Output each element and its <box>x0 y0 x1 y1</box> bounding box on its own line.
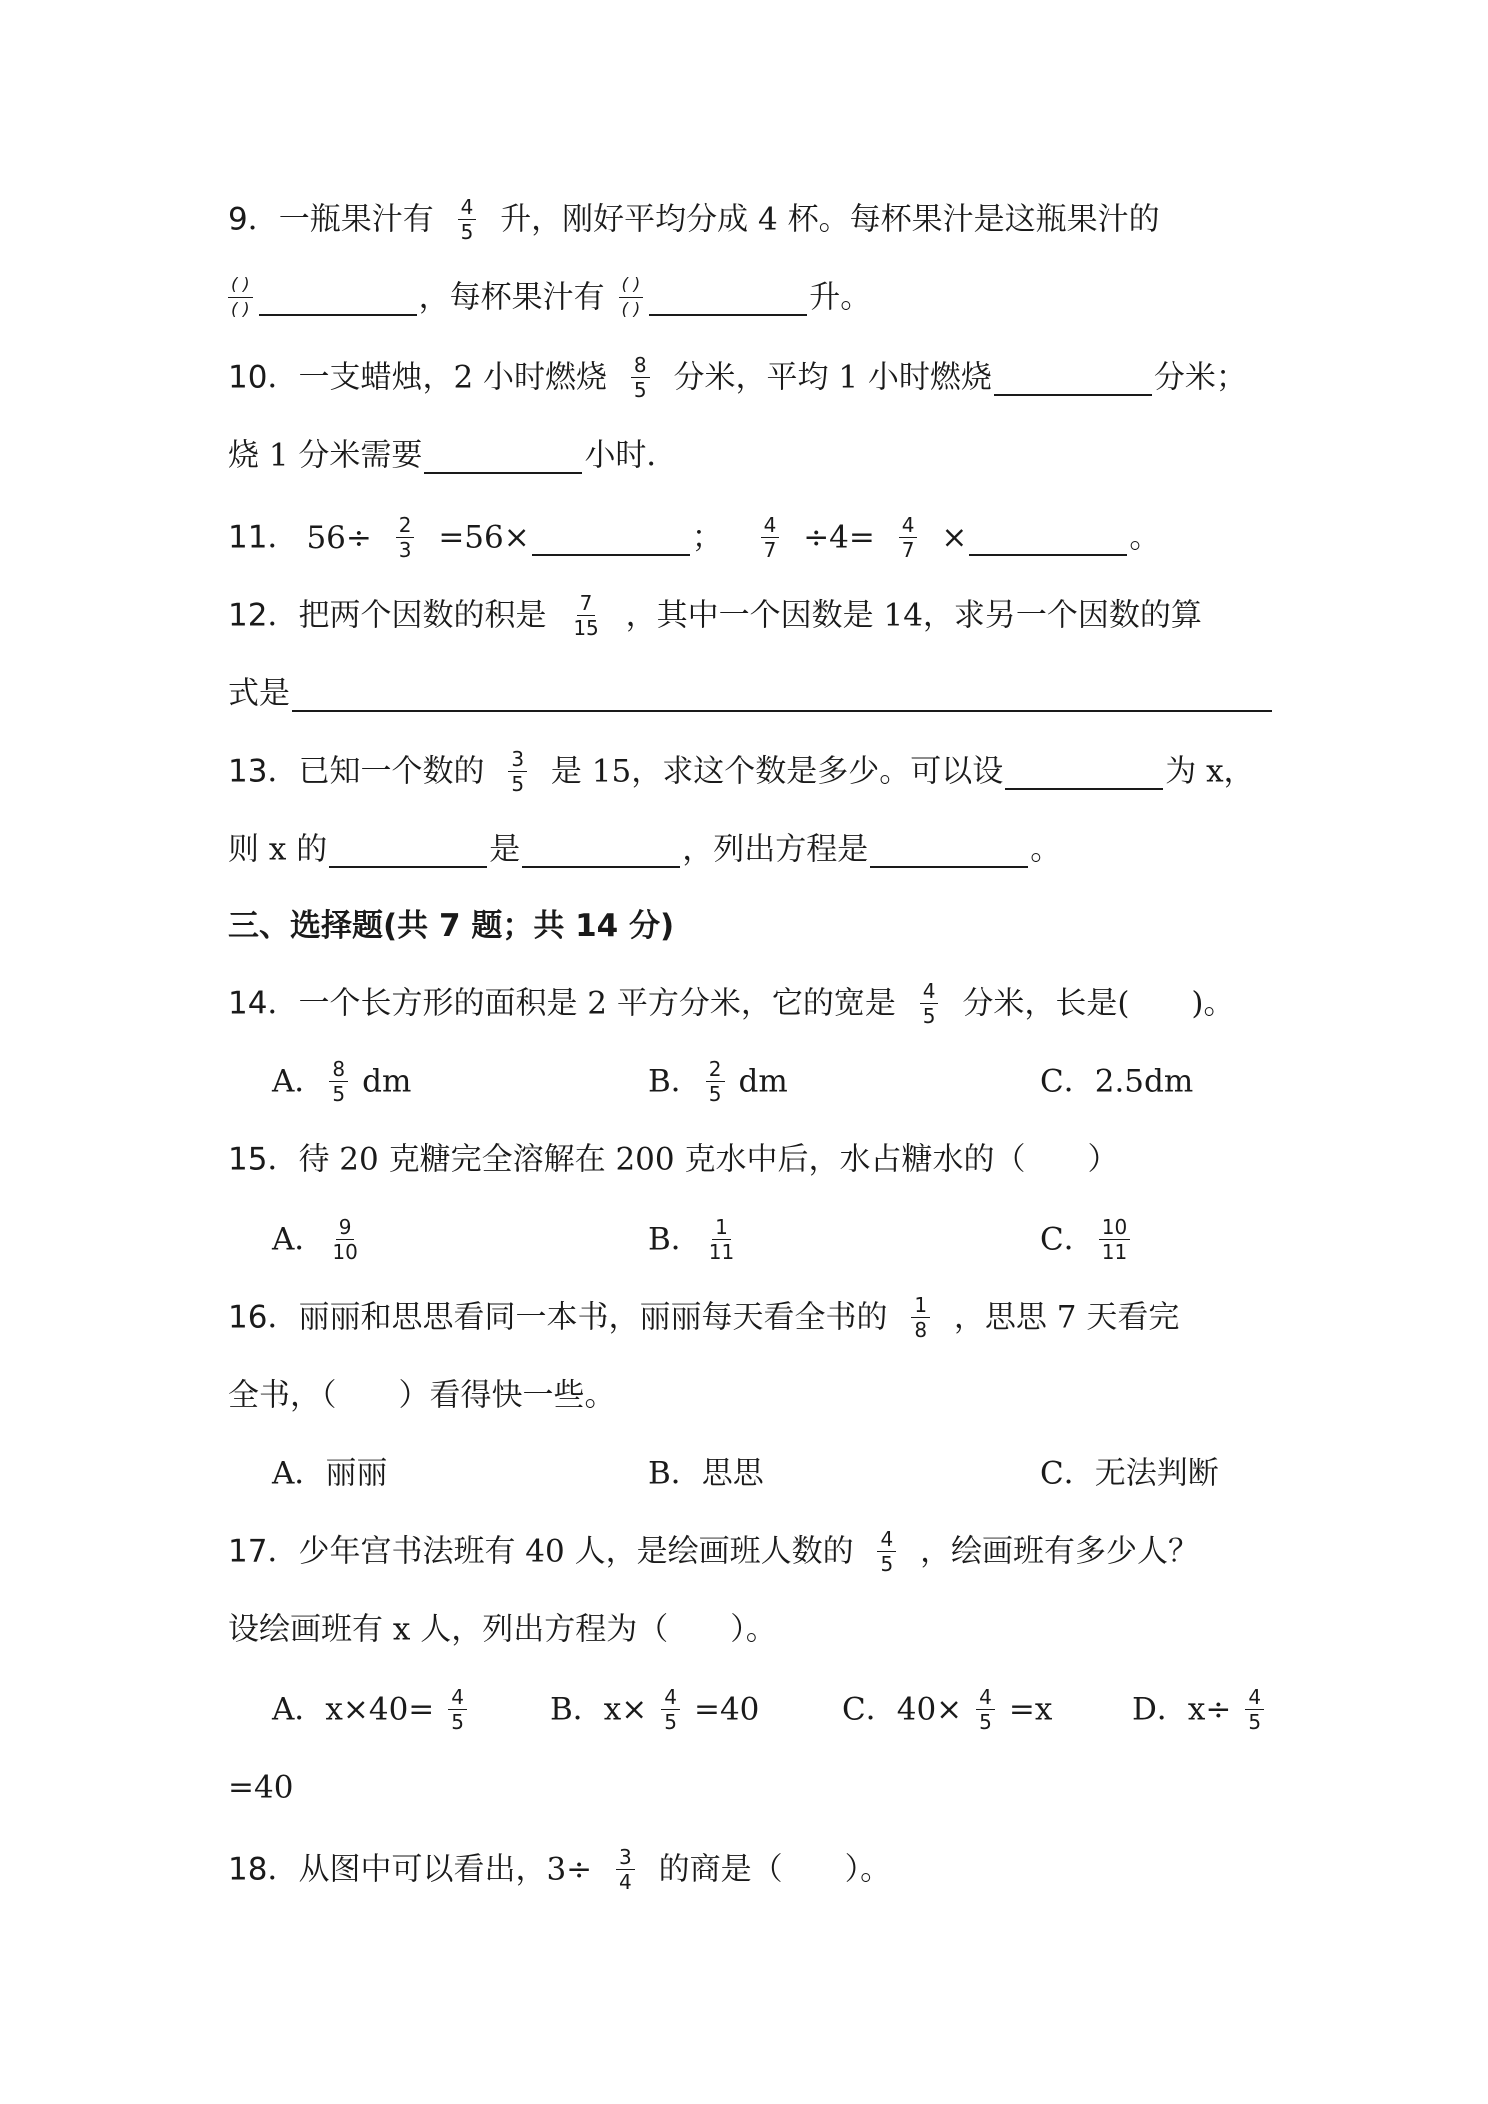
fraction: $\frac{2}{3}$ <box>396 513 415 562</box>
option-text: dm <box>738 1063 788 1100</box>
fraction: $\frac{4}{5}$ <box>661 1685 680 1734</box>
fraction: $\frac{7}{15}$ <box>573 591 599 640</box>
blank-fraction: $\frac{( )}{( )}$ <box>619 273 644 322</box>
option-text: 40× <box>896 1691 963 1728</box>
question-text: ，每杯果汁有 <box>418 279 605 316</box>
option-label: A． <box>272 1221 326 1258</box>
expression-text: × <box>941 519 968 556</box>
question-text: 把两个因数的积是 <box>298 597 547 634</box>
option-label: B． <box>550 1691 604 1728</box>
question-text: 待 20 克糖完全溶解在 200 克水中后，水占糖水的（ ） <box>298 1141 1119 1178</box>
question-text: ，列出方程是 <box>682 831 869 868</box>
option-b[interactable] <box>648 1208 751 1268</box>
expression-text: ； <box>691 519 723 556</box>
question-text: 全书，（ ）看得快一些。 <box>228 1377 616 1414</box>
option-text: x× <box>603 1691 648 1728</box>
option-d-wrap <box>228 1756 293 1816</box>
question-16-line-1 <box>228 1286 1179 1346</box>
question-text: 分米，长是( )。 <box>962 985 1235 1022</box>
answer-blank[interactable] <box>329 832 487 868</box>
option-label: B． <box>648 1455 702 1492</box>
option-label: B． <box>648 1063 702 1100</box>
question-text: 一瓶果汁有 <box>278 201 434 238</box>
option-c[interactable] <box>1040 1208 1144 1268</box>
fraction: $\frac{1}{11}$ <box>708 1215 735 1264</box>
fraction: $\frac{4}{5}$ <box>877 1527 896 1576</box>
section-heading: 三、选择题(共 7 题；共 14 分) <box>228 908 675 944</box>
fraction: $\frac{10}{11}$ <box>1099 1215 1130 1264</box>
fraction: $\frac{9}{10}$ <box>332 1215 358 1264</box>
question-number: 17． <box>228 1533 299 1570</box>
question-number: 16． <box>228 1299 299 1336</box>
option-b[interactable] <box>648 1050 788 1110</box>
question-number: 13． <box>228 753 299 790</box>
expression-text: 56÷ <box>306 519 372 556</box>
question-text: 已知一个数的 <box>298 753 485 790</box>
expression-text: =56× <box>438 519 530 556</box>
answer-blank[interactable] <box>994 360 1152 396</box>
question-number: 15． <box>228 1141 299 1178</box>
option-label: C． <box>1040 1455 1095 1492</box>
fraction: $\frac{4}{5}$ <box>920 979 939 1028</box>
question-9-line-1 <box>228 188 1160 248</box>
option-d[interactable] <box>1132 1678 1278 1738</box>
option-text: =40 <box>693 1691 760 1728</box>
question-number: 12． <box>228 597 299 634</box>
option-text: =40 <box>228 1769 294 1806</box>
question-text: 从图中可以看出，3÷ <box>298 1851 593 1888</box>
question-text: 分米； <box>1153 359 1247 396</box>
fraction: $\frac{4}{5}$ <box>448 1685 467 1734</box>
option-c[interactable] <box>1040 1442 1219 1502</box>
question-17-line-2 <box>228 1598 777 1658</box>
question-text: ，思思 7 天看完 <box>953 1299 1180 1336</box>
question-text: 分米，平均 1 小时燃烧 <box>673 359 992 396</box>
question-10-line-2 <box>228 424 677 484</box>
option-label: D． <box>1132 1691 1188 1728</box>
option-label: B． <box>648 1221 702 1258</box>
question-text: 一个长方形的面积是 2 平方分米，它的宽是 <box>298 985 896 1022</box>
question-text: 是 15，求这个数是多少。可以设 <box>550 753 1004 790</box>
answer-blank[interactable] <box>649 280 807 316</box>
option-text: x÷ <box>1187 1691 1232 1728</box>
fraction: $\frac{2}{5}$ <box>706 1057 725 1106</box>
question-10-line-1 <box>228 346 1247 406</box>
fraction: $\frac{8}{5}$ <box>631 353 650 402</box>
question-text: 一支蜡烛，2 小时燃烧 <box>298 359 608 396</box>
question-text: 小时． <box>584 437 678 474</box>
option-label: C． <box>1040 1063 1095 1100</box>
fraction: $\frac{4}{7}$ <box>899 513 918 562</box>
question-13-line-1 <box>228 740 1255 800</box>
option-a[interactable] <box>272 1208 375 1268</box>
question-number: 9． <box>228 201 279 238</box>
question-15-line <box>228 1128 1118 1188</box>
answer-blank[interactable] <box>969 520 1127 556</box>
option-label: A． <box>272 1063 326 1100</box>
fraction: $\frac{4}{5}$ <box>1245 1685 1264 1734</box>
blank-fraction: $\frac{( )}{( )}$ <box>228 273 253 322</box>
question-number: 14． <box>228 985 299 1022</box>
fraction: $\frac{4}{7}$ <box>761 513 780 562</box>
question-number: 11． <box>228 519 299 556</box>
question-text: ，其中一个因数是 14，求另一个因数的算 <box>625 597 1202 634</box>
fraction: $\frac{4}{5}$ <box>458 195 477 244</box>
fraction: $\frac{3}{4}$ <box>616 1845 635 1894</box>
answer-blank[interactable] <box>424 438 582 474</box>
option-text: 2.5dm <box>1094 1063 1194 1100</box>
question-text: 升，刚好平均分成 4 杯。每杯果汁是这瓶果汁的 <box>500 201 1160 238</box>
question-text: 丽丽和思思看同一本书，丽丽每天看全书的 <box>298 1299 888 1336</box>
fraction: $\frac{1}{8}$ <box>911 1293 930 1342</box>
fraction: $\frac{3}{5}$ <box>508 747 527 796</box>
option-text: x×40= <box>325 1691 435 1728</box>
answer-blank[interactable] <box>292 676 1272 712</box>
option-text: 丽丽 <box>325 1455 388 1492</box>
option-label: C． <box>842 1691 897 1728</box>
question-number: 10． <box>228 359 299 396</box>
option-b[interactable] <box>648 1442 764 1502</box>
question-text: ，绘画班有多少人？ <box>920 1533 1200 1570</box>
question-17-line-1 <box>228 1520 1199 1580</box>
expression-text: 。 <box>1129 519 1161 556</box>
question-text: 是 <box>489 831 521 868</box>
question-9-line-2 <box>228 266 871 326</box>
answer-blank[interactable] <box>522 832 680 868</box>
option-text: 无法判断 <box>1094 1455 1219 1492</box>
question-12-line-1 <box>228 584 1202 644</box>
option-text: =x <box>1008 1691 1053 1728</box>
question-text: 则 x 的 <box>228 831 328 868</box>
expression-text: ÷4= <box>803 519 875 556</box>
question-text: 升。 <box>809 279 872 316</box>
option-label: C． <box>1040 1221 1095 1258</box>
fraction: $\frac{8}{5}$ <box>329 1057 348 1106</box>
answer-blank[interactable] <box>1005 754 1163 790</box>
option-c[interactable] <box>1040 1050 1193 1110</box>
option-a[interactable] <box>272 1050 411 1110</box>
option-b[interactable] <box>550 1678 759 1738</box>
question-16-line-2 <box>228 1364 616 1424</box>
question-text: 式是 <box>228 675 290 712</box>
answer-blank[interactable] <box>259 280 417 316</box>
question-text: 。 <box>1030 831 1062 868</box>
question-11-line <box>228 506 1160 566</box>
question-text: 少年宫书法班有 40 人，是绘画班人数的 <box>298 1533 854 1570</box>
fraction: $\frac{4}{5}$ <box>976 1685 995 1734</box>
option-text: dm <box>362 1063 412 1100</box>
question-text: 设绘画班有 x 人，列出方程为（ ）。 <box>228 1611 777 1648</box>
question-12-line-2 <box>228 662 1274 722</box>
question-text: 烧 1 分米需要 <box>228 437 423 474</box>
option-label: A． <box>272 1455 326 1492</box>
option-a[interactable] <box>272 1678 481 1738</box>
question-text: 为 x， <box>1165 753 1255 790</box>
option-c[interactable] <box>842 1678 1052 1738</box>
option-a[interactable] <box>272 1442 387 1502</box>
question-text: 的商是（ ）。 <box>658 1851 892 1888</box>
question-13-line-2 <box>228 818 1061 878</box>
option-label: A． <box>272 1691 326 1728</box>
answer-blank[interactable] <box>870 832 1028 868</box>
answer-blank[interactable] <box>532 520 690 556</box>
question-14-line <box>228 972 1235 1032</box>
question-number: 18． <box>228 1851 299 1888</box>
option-text: 思思 <box>701 1455 764 1492</box>
question-18-line <box>228 1838 891 1898</box>
